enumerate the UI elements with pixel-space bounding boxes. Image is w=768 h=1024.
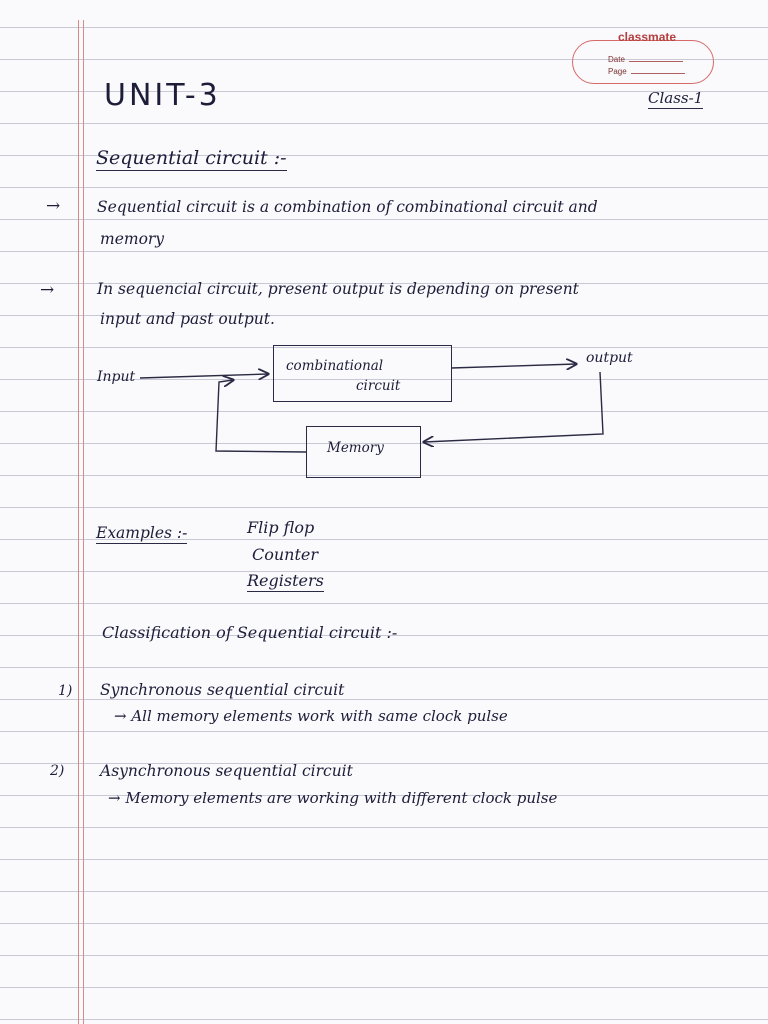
point-1-line-1: Sequential circuit is a combination of combinational circuit and <box>97 198 598 216</box>
section-heading: Sequential circuit :- <box>96 147 287 169</box>
diagram-output-label: output <box>586 350 633 366</box>
memory-label: Memory <box>327 440 384 456</box>
unit-title: UNIT-3 <box>104 78 221 113</box>
type-title: Asynchronous sequential circuit <box>100 762 353 780</box>
point-2-line-2: input and past output. <box>100 310 275 328</box>
memory-to-circuit-arrow <box>216 380 306 452</box>
example-item: Counter <box>252 545 319 564</box>
page-field: Page <box>608 67 685 76</box>
feedback-to-memory-arrow <box>424 372 603 442</box>
bullet-arrow: → <box>40 280 55 300</box>
classification-heading: Classification of Sequential circuit :- <box>102 623 398 642</box>
type-description: → All memory elements work with same clock pulse <box>114 707 508 725</box>
example-item: Flip flop <box>247 518 315 537</box>
bullet-arrow: → <box>46 196 61 216</box>
type-description: → Memory elements are working with different clock pulse <box>108 789 558 807</box>
type-title: Synchronous sequential circuit <box>100 681 345 699</box>
date-field: Date <box>608 55 683 64</box>
class-label: Class-1 <box>648 89 704 107</box>
block-label-line-2: circuit <box>356 378 401 394</box>
point-2-line-1: In sequencial circuit, present output is depending on present <box>97 280 579 298</box>
type-number: 2) <box>50 763 65 779</box>
input-arrow <box>140 374 268 378</box>
block-label-line-1: combinational <box>286 358 384 374</box>
brand-name: classmate <box>618 30 677 44</box>
output-arrow <box>451 364 576 368</box>
examples-label: Examples :- <box>96 524 188 542</box>
type-number: 1) <box>58 683 73 699</box>
point-1-line-2: memory <box>100 230 165 248</box>
example-item: Registers <box>247 571 324 590</box>
diagram-input-label: Input <box>97 369 136 385</box>
